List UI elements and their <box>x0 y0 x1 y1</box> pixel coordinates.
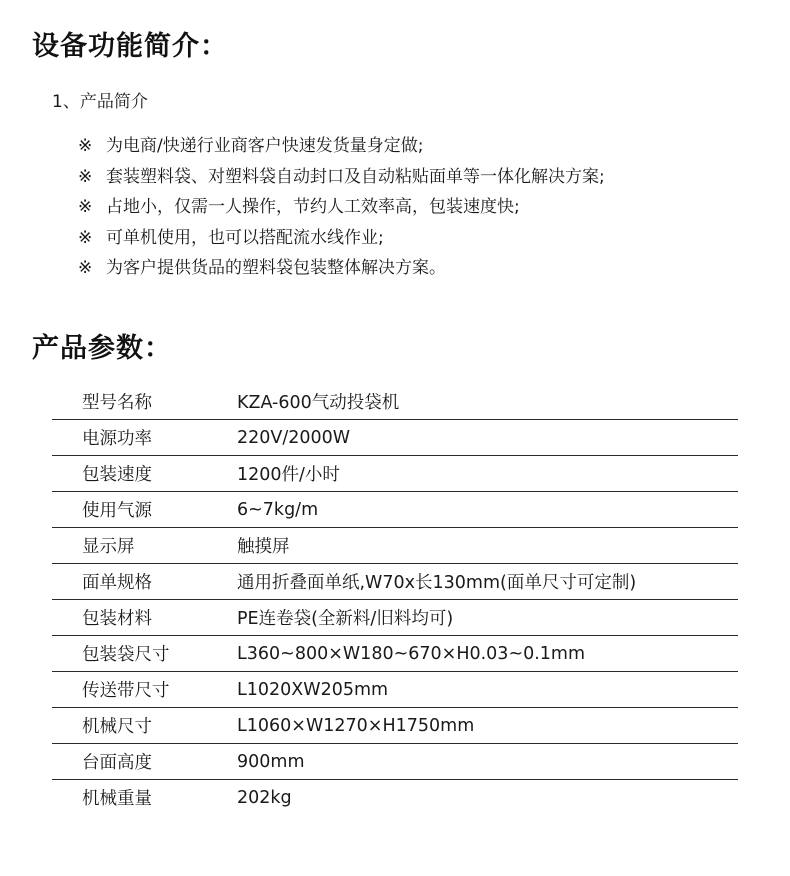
spec-label: 传送带尺寸 <box>52 672 235 708</box>
feature-text: 为客户提供货品的塑料袋包装整体解决方案。 <box>106 258 446 278</box>
spec-value: 900mm <box>235 744 738 780</box>
list-item <box>78 192 605 223</box>
feature-text: 占地小，仅需一人操作，节约人工效率高，包装速度快; <box>106 197 520 217</box>
table-row <box>52 780 738 816</box>
table-row <box>52 600 738 636</box>
spec-label: 台面高度 <box>52 744 235 780</box>
table-row <box>52 492 738 528</box>
feature-list <box>78 131 605 284</box>
spec-value: L1060×W1270×H1750mm <box>235 708 738 744</box>
spec-label: 电源功率 <box>52 420 235 456</box>
list-item <box>78 131 605 162</box>
spec-label: 面单规格 <box>52 564 235 600</box>
reference-mark-icon: ※ <box>78 166 93 187</box>
spec-label: 机械尺寸 <box>52 708 235 744</box>
params-section-title: 产品参数： <box>32 333 172 364</box>
table-row <box>52 636 738 672</box>
reference-mark-icon: ※ <box>78 136 93 156</box>
list-item <box>78 223 605 254</box>
spec-value: 6~7kg/m <box>235 492 738 528</box>
spec-value: KZA-600气动投袋机 <box>235 384 738 420</box>
feature-text: 可单机使用，也可以搭配流水线作业; <box>106 227 384 248</box>
spec-label: 包装材料 <box>52 600 235 636</box>
spec-value: 202kg <box>237 787 292 808</box>
spec-label: 型号名称 <box>52 384 235 420</box>
reference-mark-icon: ※ <box>78 197 93 217</box>
table-row <box>52 456 738 492</box>
table-row <box>52 420 738 456</box>
feature-text: 套装塑料袋、对塑料袋自动封口及自动粘贴面单等一体化解决方案; <box>106 166 605 187</box>
list-item <box>78 253 605 284</box>
spec-value: PE连卷袋(全新料/旧料均可) <box>235 600 738 636</box>
table-row <box>52 528 738 564</box>
spec-value: 触摸屏 <box>235 528 738 564</box>
spec-label: 包装速度 <box>52 456 235 492</box>
list-item <box>78 162 605 193</box>
spec-label: 包装袋尺寸 <box>52 636 235 672</box>
product-intro-subheading: 1、产品简介 <box>52 92 148 112</box>
spec-value: 1200件/小时 <box>235 456 738 492</box>
reference-mark-icon: ※ <box>78 258 93 278</box>
spec-label: 使用气源 <box>52 492 235 528</box>
spec-value: L1020XW205mm <box>235 672 738 708</box>
spec-label: 机械重量 <box>82 789 152 809</box>
spec-label: 显示屏 <box>52 528 235 564</box>
features-section-title: 设备功能简介： <box>32 31 228 62</box>
spec-value: 220V/2000W <box>235 420 738 456</box>
reference-mark-icon: ※ <box>78 227 93 248</box>
table-row <box>52 384 738 420</box>
feature-text: 为电商/快递行业商客户快速发货量身定做; <box>106 136 424 156</box>
table-row <box>52 708 738 744</box>
spec-value: L360~800×W180~670×H0.03~0.1mm <box>235 636 738 672</box>
table-row <box>52 564 738 600</box>
spec-table <box>52 384 738 815</box>
table-row <box>52 672 738 708</box>
table-row <box>52 744 738 780</box>
spec-value: 通用折叠面单纸,W70x长130mm(面单尺寸可定制) <box>235 564 738 600</box>
